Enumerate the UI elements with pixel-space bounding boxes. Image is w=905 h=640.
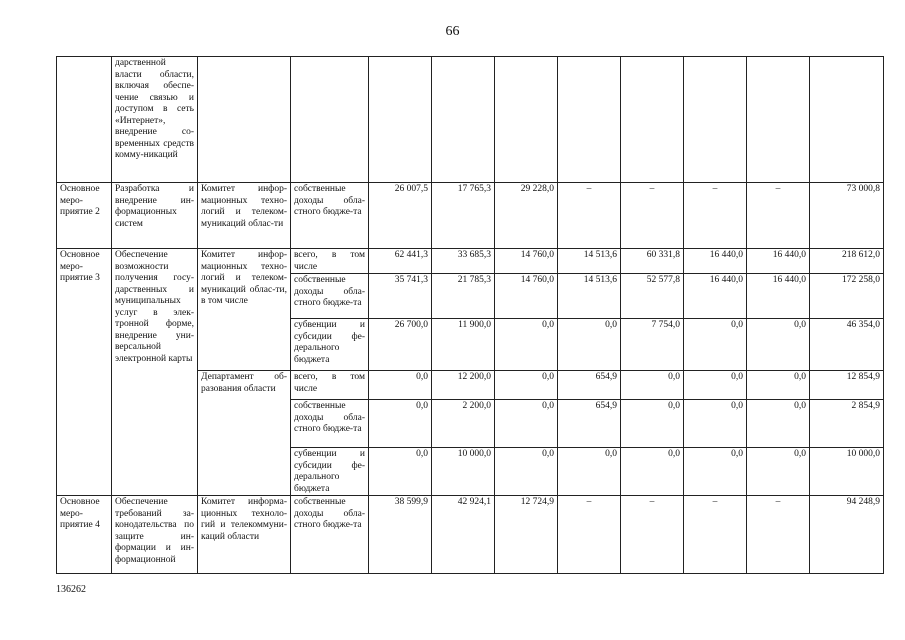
- executor-cell: Комитет информа-ционных техноло-гий и телекоммуни-каций области: [198, 496, 291, 574]
- value-cell: –: [558, 496, 621, 574]
- value-cell: 0,0: [684, 319, 747, 371]
- value-cell: 0,0: [747, 371, 810, 400]
- value-cell: 218 612,0: [810, 249, 884, 274]
- executor-cell: Комитет инфор-мационных техно-логий и телеком-муникаций облас-ти, в том числе: [198, 249, 291, 371]
- value-cell: –: [747, 496, 810, 574]
- value-cell: [747, 57, 810, 183]
- value-cell: 14 760,0: [495, 249, 558, 274]
- value-cell: –: [621, 183, 684, 249]
- value-cell: 16 440,0: [747, 249, 810, 274]
- value-cell: 0,0: [621, 400, 684, 448]
- value-cell: 35 741,3: [369, 274, 432, 319]
- value-cell: 0,0: [369, 400, 432, 448]
- value-cell: [495, 57, 558, 183]
- value-cell: [810, 57, 884, 183]
- table-row: [57, 57, 884, 183]
- source-cell: собственные доходы обла-стного бюдже-та: [291, 183, 369, 249]
- value-cell: 73 000,8: [810, 183, 884, 249]
- value-cell: 2 854,9: [810, 400, 884, 448]
- value-cell: 12 724,9: [495, 496, 558, 574]
- source-cell: субвенции и субсидии фе-дерального бюджета: [291, 448, 369, 496]
- value-cell: 0,0: [495, 371, 558, 400]
- executor-cell: [198, 57, 291, 183]
- value-cell: 172 258,0: [810, 274, 884, 319]
- value-cell: 11 900,0: [432, 319, 495, 371]
- source-cell: собственные доходы обла-стного бюдже-та: [291, 400, 369, 448]
- value-cell: 0,0: [558, 448, 621, 496]
- value-cell: –: [684, 496, 747, 574]
- value-cell: 42 924,1: [432, 496, 495, 574]
- value-cell: 654,9: [558, 371, 621, 400]
- value-cell: 17 765,3: [432, 183, 495, 249]
- value-cell: 26 007,5: [369, 183, 432, 249]
- value-cell: 29 228,0: [495, 183, 558, 249]
- measure-title-cell: Обеспечение возможности получения госу-дарственных и муниципальных услуг в элек-тронной форме, внедрение уни-версальной электронной карты: [112, 249, 198, 496]
- value-cell: 10 000,0: [810, 448, 884, 496]
- budget-table: [56, 56, 884, 574]
- executor-cell: Комитет инфор-мационных техно-логий и телеком-муникаций облас-ти: [198, 183, 291, 249]
- table-row: [57, 496, 884, 574]
- measure-title-cell: Разработка и внедрение ин-формационных систем: [112, 183, 198, 249]
- value-cell: 654,9: [558, 400, 621, 448]
- value-cell: 10 000,0: [432, 448, 495, 496]
- value-cell: 7 754,0: [621, 319, 684, 371]
- value-cell: 0,0: [495, 448, 558, 496]
- value-cell: –: [684, 183, 747, 249]
- value-cell: 33 685,3: [432, 249, 495, 274]
- value-cell: [558, 57, 621, 183]
- value-cell: 94 248,9: [810, 496, 884, 574]
- value-cell: 0,0: [558, 319, 621, 371]
- value-cell: 26 700,0: [369, 319, 432, 371]
- value-cell: –: [621, 496, 684, 574]
- measure-title-cell: Обеспечение требований за-конодательства по защите ин-формации и ин-формационной: [112, 496, 198, 574]
- measure-cell: Основное меро-приятие 2: [57, 183, 112, 249]
- measure-cell: Основное меро-приятие 3: [57, 249, 112, 496]
- value-cell: 2 200,0: [432, 400, 495, 448]
- footer-code: 136262: [56, 584, 86, 595]
- table-row: [57, 183, 884, 249]
- value-cell: 14 760,0: [495, 274, 558, 319]
- value-cell: [369, 57, 432, 183]
- measure-cell: Основное меро-приятие 4: [57, 496, 112, 574]
- value-cell: [621, 57, 684, 183]
- value-cell: 46 354,0: [810, 319, 884, 371]
- value-cell: 16 440,0: [684, 249, 747, 274]
- value-cell: 12 200,0: [432, 371, 495, 400]
- value-cell: 62 441,3: [369, 249, 432, 274]
- value-cell: 0,0: [621, 448, 684, 496]
- source-cell: [291, 57, 369, 183]
- value-cell: 0,0: [369, 371, 432, 400]
- value-cell: 52 577,8: [621, 274, 684, 319]
- value-cell: 14 513,6: [558, 274, 621, 319]
- value-cell: [432, 57, 495, 183]
- value-cell: [684, 57, 747, 183]
- executor-cell: Департамент об-разования области: [198, 371, 291, 496]
- value-cell: 0,0: [684, 400, 747, 448]
- value-cell: 16 440,0: [684, 274, 747, 319]
- value-cell: 0,0: [747, 319, 810, 371]
- value-cell: 60 331,8: [621, 249, 684, 274]
- value-cell: 38 599,9: [369, 496, 432, 574]
- page-number: 66: [445, 24, 460, 39]
- value-cell: 0,0: [747, 400, 810, 448]
- value-cell: 12 854,9: [810, 371, 884, 400]
- value-cell: 0,0: [495, 400, 558, 448]
- value-cell: –: [558, 183, 621, 249]
- table-row: [57, 249, 884, 274]
- value-cell: 0,0: [369, 448, 432, 496]
- source-cell: собственные доходы обла-стного бюдже-та: [291, 496, 369, 574]
- value-cell: 0,0: [684, 448, 747, 496]
- value-cell: 0,0: [495, 319, 558, 371]
- source-cell: субвенции и субсидии фе-дерального бюджета: [291, 319, 369, 371]
- value-cell: 0,0: [747, 448, 810, 496]
- value-cell: 0,0: [621, 371, 684, 400]
- source-cell: всего, в том числе: [291, 371, 369, 400]
- source-cell: всего, в том числе: [291, 249, 369, 274]
- value-cell: 16 440,0: [747, 274, 810, 319]
- source-cell: собственные доходы обла-стного бюдже-та: [291, 274, 369, 319]
- value-cell: 21 785,3: [432, 274, 495, 319]
- value-cell: 0,0: [684, 371, 747, 400]
- measure-cell: [57, 57, 112, 183]
- measure-title-cell: дарственной власти области, включая обеспе-чение связью и доступом в сеть «Интернет», внедрение со-временных средств комму-никаций: [112, 57, 198, 183]
- value-cell: –: [747, 183, 810, 249]
- value-cell: 14 513,6: [558, 249, 621, 274]
